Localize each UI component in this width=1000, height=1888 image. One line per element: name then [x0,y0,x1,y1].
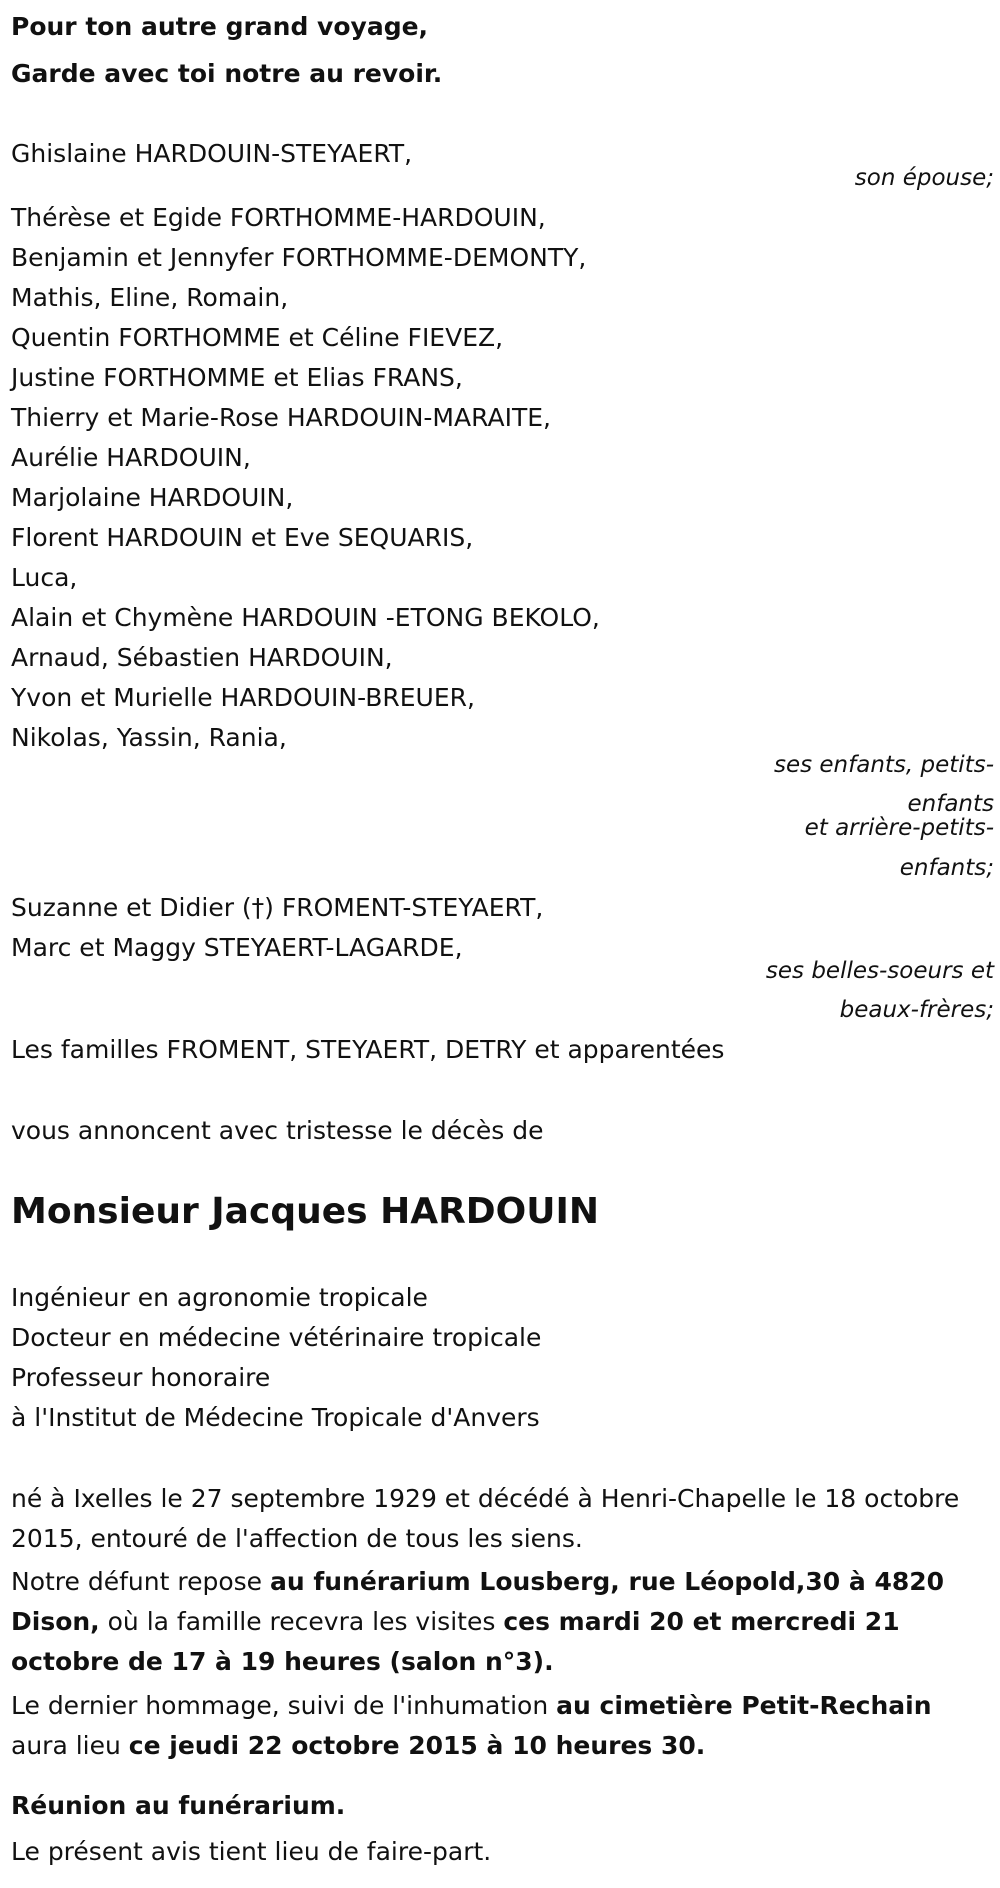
child-line: Justine FORTHOMME et Elias FRANS, [11,363,463,392]
child-line: Thérèse et Egide FORTHOMME-HARDOUIN, [11,203,546,232]
deceased-name: Monsieur Jacques HARDOUIN [11,1191,600,1232]
title-line: Docteur en médecine vétérinaire tropicale [11,1323,542,1352]
funeral-text: aura lieu [11,1731,129,1760]
in-law-line: Marc et Maggy STEYAERT-LAGARDE, [11,933,463,962]
child-line: Marjolaine HARDOUIN, [11,483,294,512]
funeral-paragraph [11,1686,971,1766]
child-line: Thierry et Marie-Rose HARDOUIN-MARAITE, [11,403,551,432]
rest-text: où la famille recevra les visites [99,1607,504,1636]
notice-line: Le présent avis tient lieu de faire-part. [11,1837,492,1866]
rest-paragraph [11,1562,971,1682]
child-line: Arnaud, Sébastien HARDOUIN, [11,643,393,672]
visiting-hours: ces mardi 20 et mercredi 21 octobre de 17 à 19 heures (salon n°3). [11,1607,900,1676]
title-line: Ingénieur en agronomie tropicale [11,1283,428,1312]
verse-line-2: Garde avec toi notre au revoir. [11,59,443,88]
child-line: Nikolas, Yassin, Rania, [11,723,287,752]
in-laws-role-line: ses belles-soeurs et [765,958,994,984]
in-law-line: Suzanne et Didier (†) FROMENT-STEYAERT, [11,893,544,922]
funeral-text: Le dernier hommage, suivi de l'inhumation [11,1691,557,1720]
child-line: Yvon et Murielle HARDOUIN-BREUER, [11,683,475,712]
spouse-role: son épouse; [854,165,994,191]
title-line: à l'Institut de Médecine Tropicale d'Anvers [11,1403,540,1432]
birth-death-paragraph: né à Ixelles le 27 septembre 1929 et décédé à Henri-Chapelle le 18 octobre 2015, entouré de l'affection de tous les siens. [11,1484,960,1553]
child-line: Alain et Chymène HARDOUIN -ETONG BEKOLO, [11,603,600,632]
child-line: Mathis, Eline, Romain, [11,283,289,312]
cemetery-name: au cimetière Petit-Rechain [556,1691,932,1720]
spouse-name: Ghislaine HARDOUIN-STEYAERT, [11,139,413,168]
families-line: Les familles FROMENT, STEYAERT, DETRY et apparentées [11,1035,725,1064]
child-line: Luca, [11,563,78,592]
child-line: Quentin FORTHOMME et Céline FIEVEZ, [11,323,504,352]
children-role-line: ses enfants, petits- [773,752,994,778]
child-line: Aurélie HARDOUIN, [11,443,251,472]
children-role-line: enfants [907,791,994,817]
children-role-line: enfants; [899,855,994,881]
child-line: Florent HARDOUIN et Eve SEQUARIS, [11,523,474,552]
funeral-date-time: ce jeudi 22 octobre 2015 à 10 heures 30. [128,1731,706,1760]
reunion-line: Réunion au funérarium. [11,1791,346,1820]
title-line: Professeur honoraire [11,1363,271,1392]
child-line: Benjamin et Jennyfer FORTHOMME-DEMONTY, [11,243,587,272]
verse-line-1: Pour ton autre grand voyage, [11,12,429,41]
rest-text: Notre défunt repose [11,1567,270,1596]
children-role-line: et arrière-petits- [804,815,994,841]
funeral-home-address: au funérarium Lousberg, rue Léopold,30 à 4820 Dison, [11,1567,945,1636]
in-laws-role-line: beaux-frères; [839,997,994,1023]
announcement-line: vous annoncent avec tristesse le décès de [11,1116,544,1145]
